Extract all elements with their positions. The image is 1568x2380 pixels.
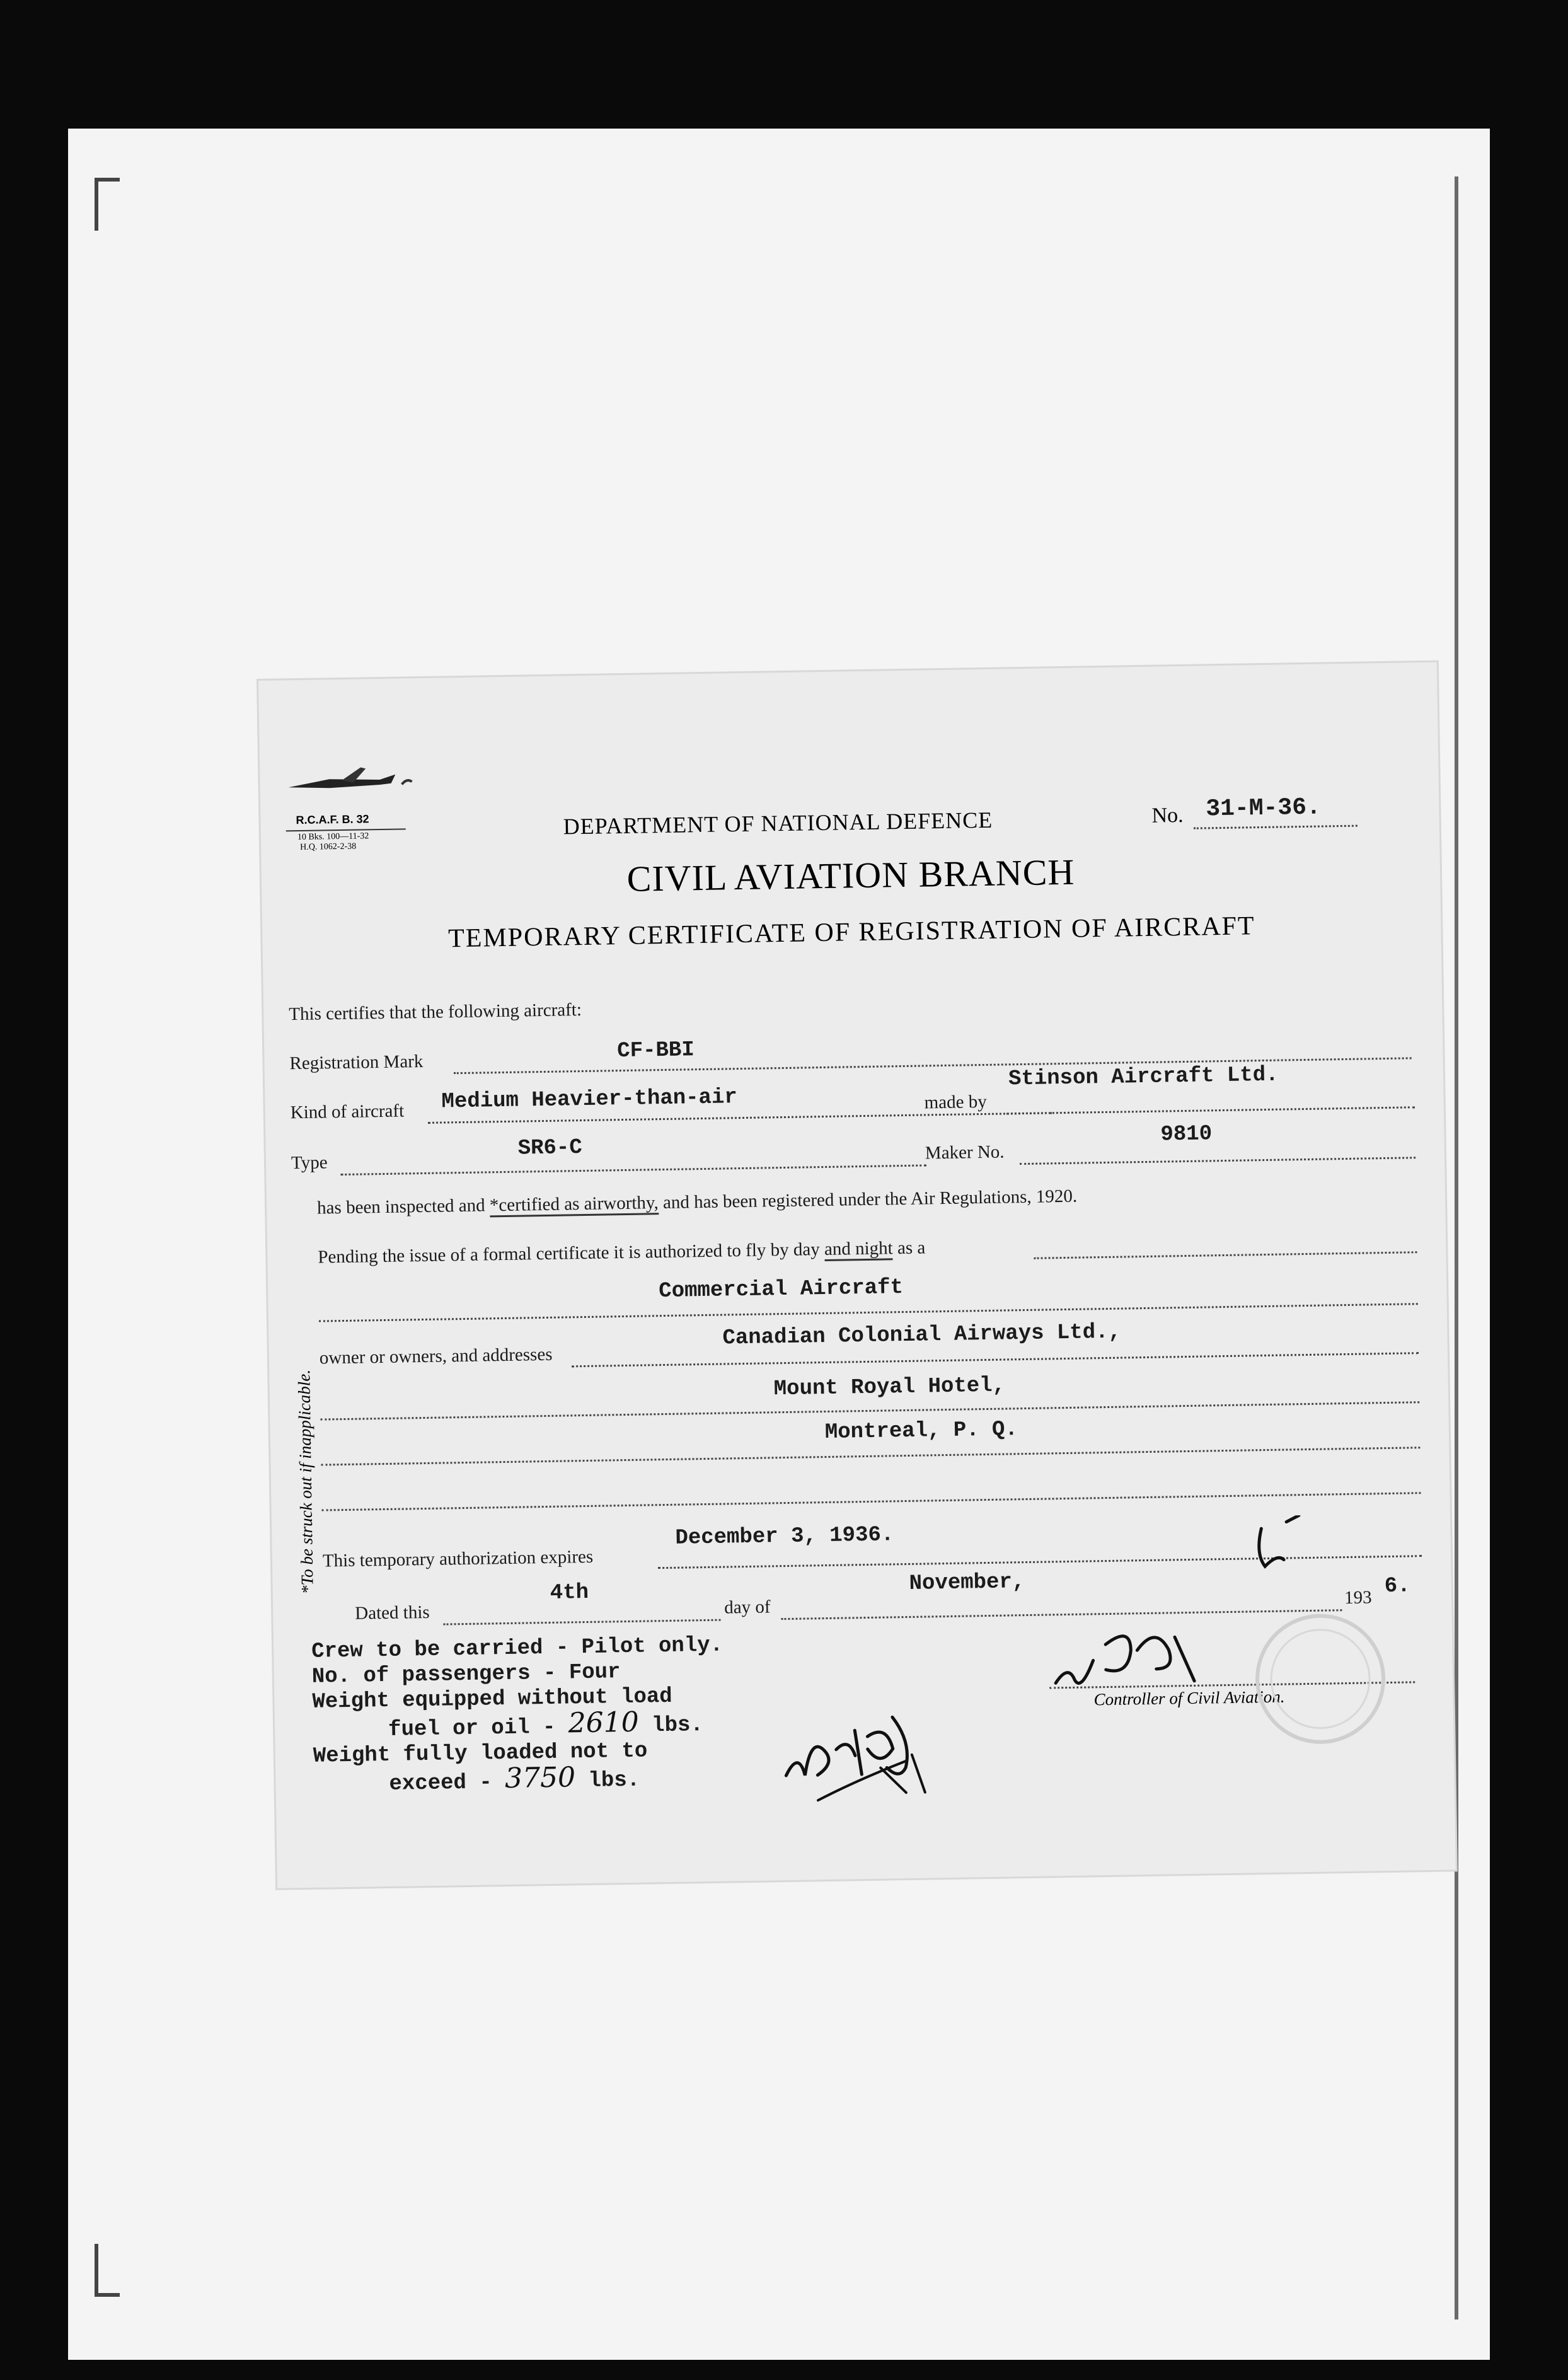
form-id: R.C.A.F. B. 32 bbox=[296, 812, 369, 827]
made-by-line bbox=[1006, 1106, 1415, 1114]
gross-weight-value: 3750 bbox=[504, 1761, 576, 1795]
department-heading: DEPARTMENT OF NATIONAL DEFENCE bbox=[563, 807, 993, 840]
conditions-block bbox=[311, 1633, 725, 1798]
faint-seal-stamp bbox=[1243, 1609, 1397, 1750]
pending-line bbox=[318, 1237, 925, 1268]
crew-note: Crew to be carried - Pilot only. bbox=[311, 1633, 723, 1664]
branch-heading: CIVIL AVIATION BRANCH bbox=[626, 851, 1075, 899]
owner-label: owner or owners, and addresses bbox=[319, 1344, 553, 1368]
certificate-sheet bbox=[258, 662, 1456, 1888]
owner-line-3 bbox=[321, 1447, 1421, 1465]
day-of-label: day of bbox=[723, 1597, 771, 1618]
made-by-label: made by bbox=[924, 1091, 987, 1113]
registration-label: Registration Mark bbox=[289, 1051, 424, 1074]
year-initial-mark bbox=[1236, 1515, 1313, 1586]
owner-line-1 bbox=[572, 1352, 1419, 1367]
inspected-line bbox=[317, 1186, 1077, 1219]
weight-note-4-prefix: exceed - bbox=[389, 1771, 493, 1796]
registration-value: CF-BBI bbox=[617, 1038, 695, 1064]
expires-label: This temporary authorization expires bbox=[322, 1546, 594, 1571]
dated-day-value: 4th bbox=[550, 1580, 589, 1605]
pending-suffix: as a bbox=[897, 1237, 926, 1259]
kind-label: Kind of aircraft bbox=[290, 1100, 405, 1123]
weight-note-2-unit: lbs. bbox=[651, 1713, 704, 1738]
year-prefix: 193 bbox=[1344, 1587, 1372, 1609]
cert-number-label: No. bbox=[1151, 803, 1184, 828]
kind-value: Medium Heavier-than-air bbox=[441, 1085, 738, 1114]
airplane-logo-icon bbox=[285, 760, 418, 800]
page-edge-line bbox=[1455, 176, 1458, 2319]
corner-mark-top bbox=[95, 178, 120, 231]
inspected-suffix: and has been registered under the Air Regulations, 1920. bbox=[662, 1186, 1078, 1213]
corner-mark-bottom bbox=[95, 2244, 120, 2297]
empty-weight-value: 2610 bbox=[568, 1706, 640, 1740]
weight-note-2-prefix: fuel or oil - bbox=[388, 1715, 556, 1742]
controller-signature bbox=[1049, 1624, 1214, 1702]
type-line bbox=[340, 1164, 926, 1176]
owner-value-2: Mount Royal Hotel, bbox=[773, 1373, 1006, 1402]
passengers-note: No. of passengers - Four bbox=[311, 1660, 621, 1689]
type-label: Type bbox=[291, 1152, 328, 1174]
owner-line-2 bbox=[320, 1401, 1419, 1420]
owner-line-4 bbox=[322, 1492, 1421, 1511]
maker-no-label: Maker No. bbox=[925, 1141, 1005, 1164]
inspected-prefix: has been inspected and bbox=[316, 1195, 485, 1218]
use-line bbox=[319, 1303, 1418, 1322]
certificate-title: TEMPORARY CERTIFICATE OF REGISTRATION OF AIRCRAFT bbox=[447, 911, 1255, 954]
controller-title: Controller of Civil Aviation. bbox=[1093, 1687, 1285, 1709]
form-print-line1: 10 Bks. 100—11-32 bbox=[297, 831, 369, 843]
owner-value-3: Montreal, P. Q. bbox=[824, 1418, 1018, 1445]
maker-no-value: 9810 bbox=[1160, 1122, 1213, 1147]
intro-text: This certifies that the following aircraft: bbox=[289, 1000, 582, 1025]
form-id-rule bbox=[286, 828, 406, 831]
owner-value-1: Canadian Colonial Airways Ltd., bbox=[722, 1320, 1122, 1351]
kind-line bbox=[428, 1112, 1052, 1124]
type-value: SR6-C bbox=[517, 1136, 583, 1161]
maker-no-line bbox=[1020, 1157, 1415, 1165]
airworthy-text: *certified as airworthy, bbox=[490, 1193, 659, 1217]
and-night-text: and night bbox=[824, 1238, 893, 1261]
use-value: Commercial Aircraft bbox=[659, 1276, 904, 1304]
pending-prefix: Pending the issue of a formal certificate it is authorized to fly by day bbox=[318, 1239, 820, 1268]
cert-number-line bbox=[1194, 825, 1358, 829]
weight-note-4-unit: lbs. bbox=[588, 1768, 640, 1793]
strike-note: *To be struck out if inapplicable. bbox=[294, 1369, 317, 1595]
noted-handwriting bbox=[778, 1678, 969, 1808]
pending-fill-line bbox=[1034, 1251, 1417, 1259]
dated-label: Dated this bbox=[355, 1602, 430, 1624]
dated-day-line bbox=[444, 1619, 721, 1626]
expires-value: December 3, 1936. bbox=[675, 1523, 894, 1551]
year-digit: 6. bbox=[1384, 1574, 1410, 1599]
made-by-value: Stinson Aircraft Ltd. bbox=[1008, 1063, 1279, 1092]
dated-month-value: November, bbox=[909, 1570, 1025, 1596]
weight-note-1: Weight equipped without load bbox=[312, 1684, 672, 1714]
form-print-line2: H.Q. 1062-2-38 bbox=[300, 841, 357, 852]
weight-note-3: Weight fully loaded not to bbox=[313, 1739, 648, 1769]
cert-number-value: 31-M-36. bbox=[1206, 794, 1322, 823]
